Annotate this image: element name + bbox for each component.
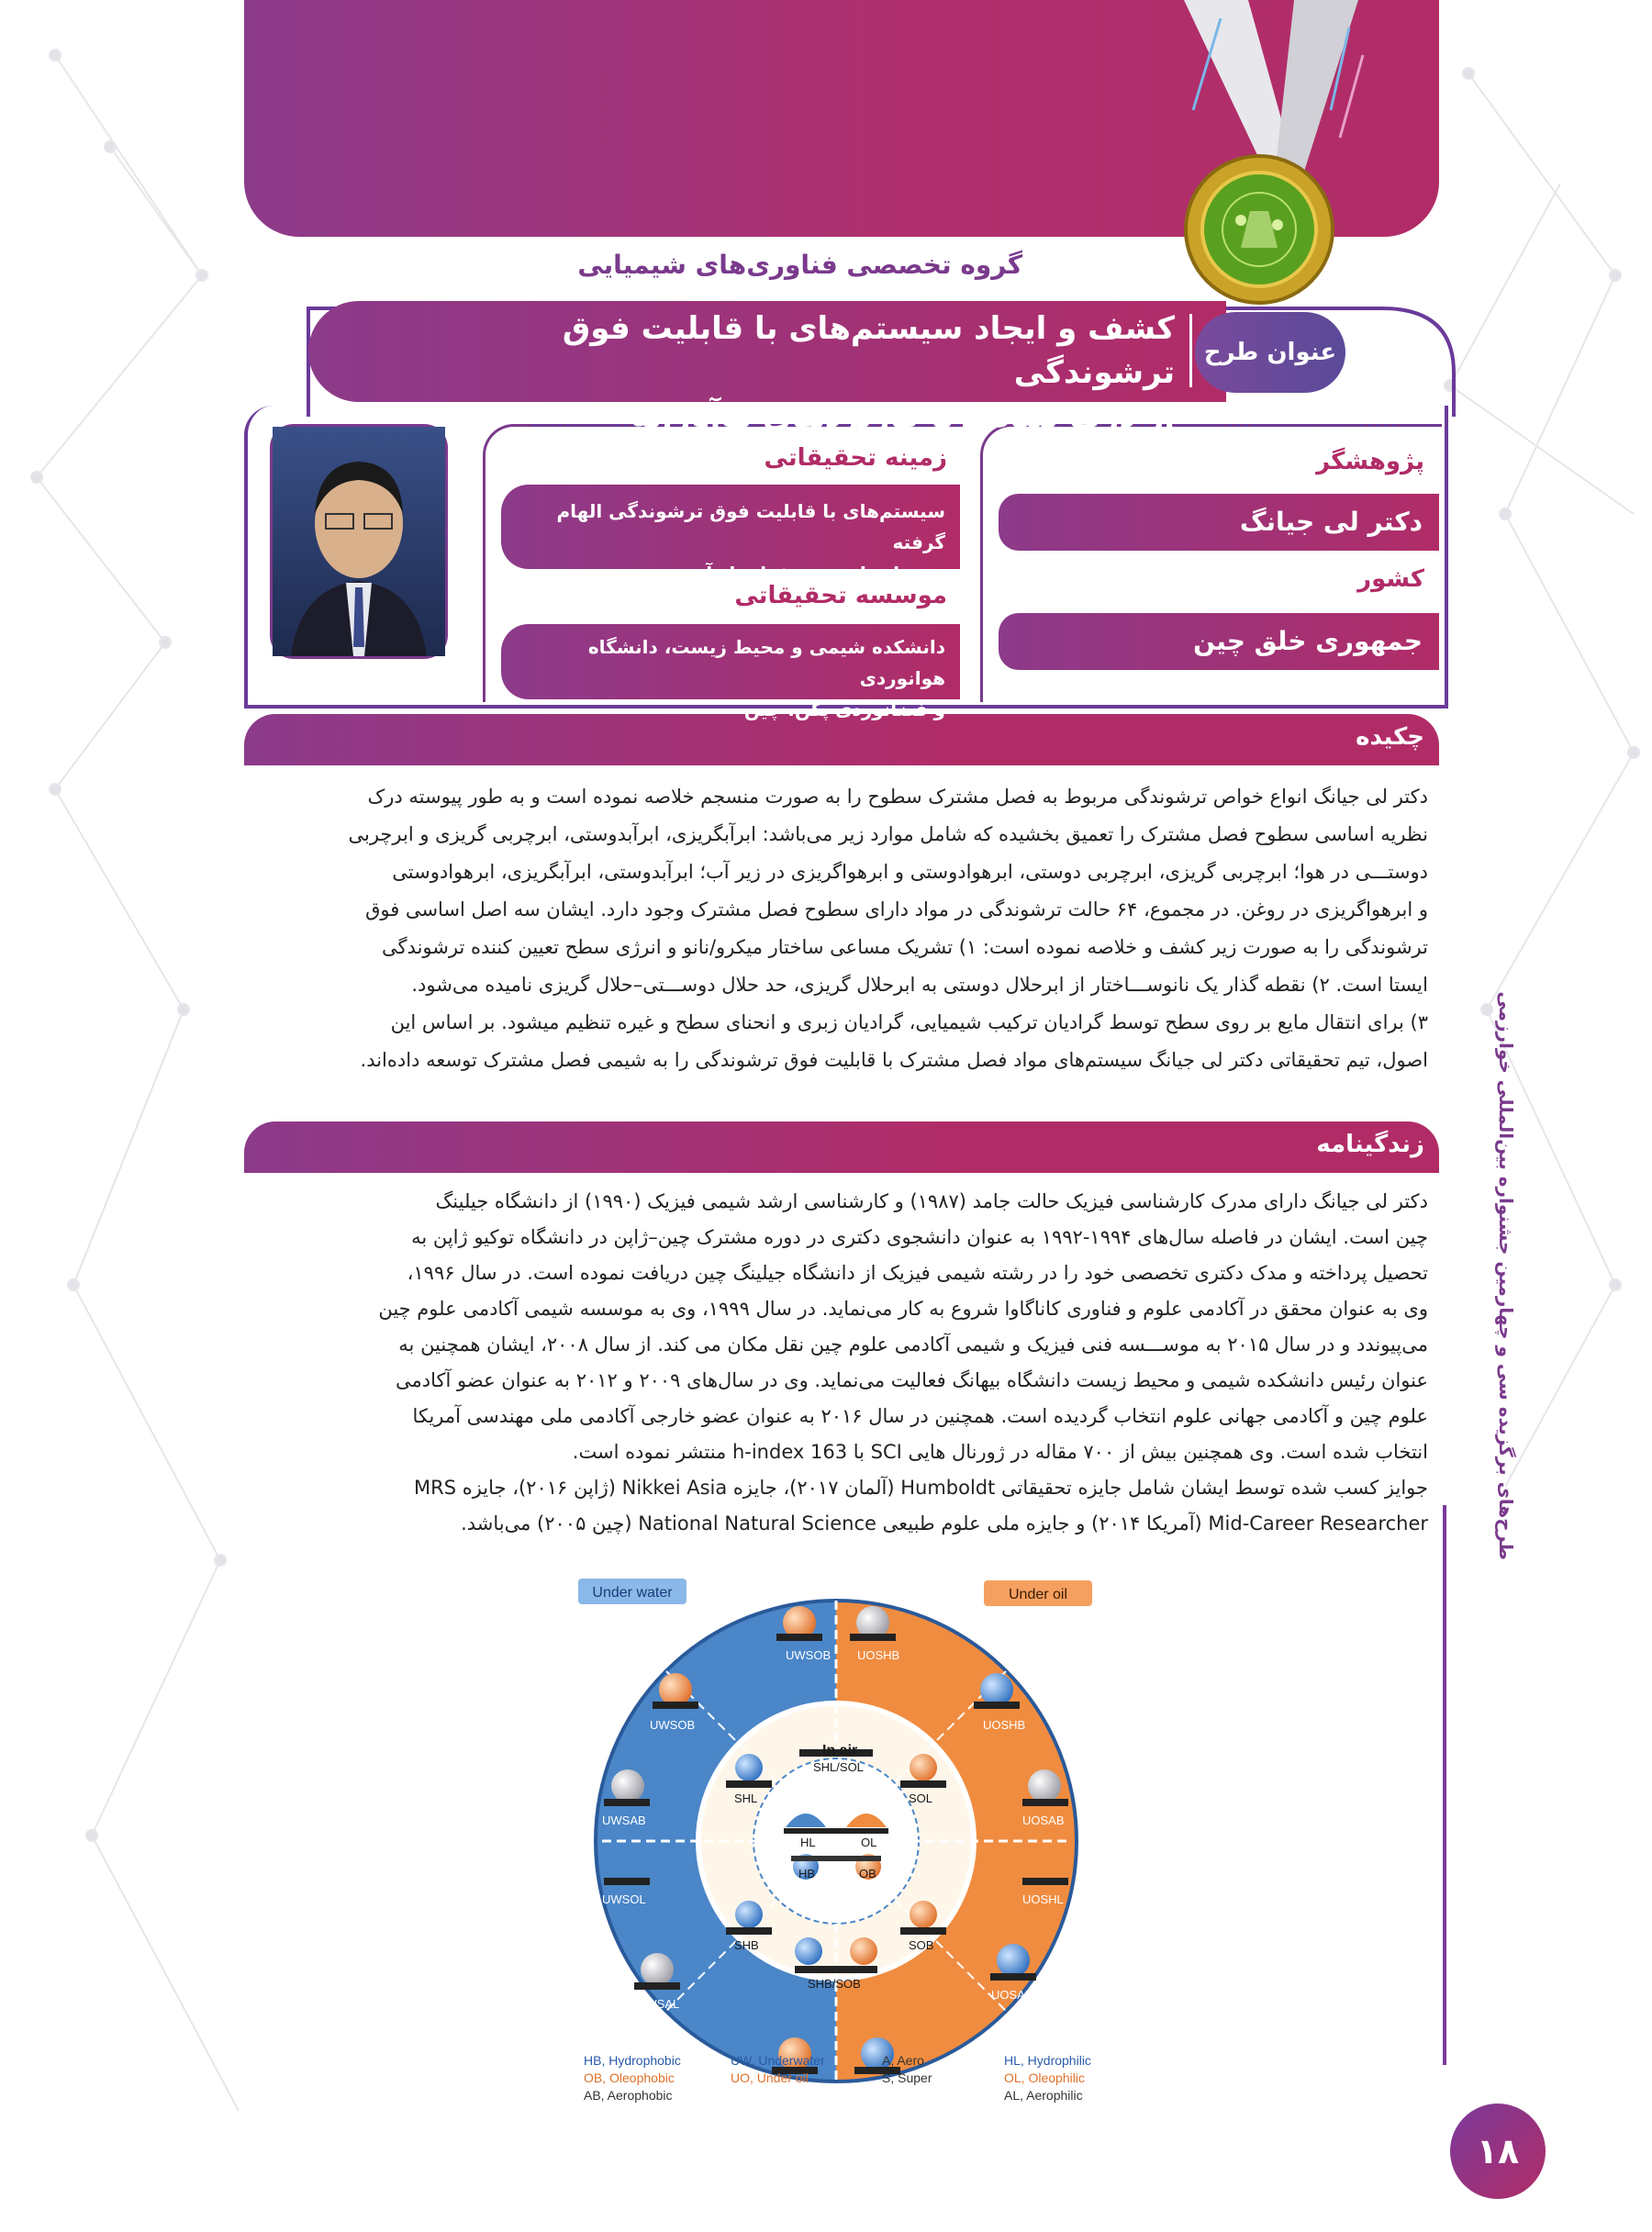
fig-label: OB [859, 1867, 876, 1880]
project-title-line-2: از درک بنیادی تا کاربردهای نوآورانه [631, 398, 1175, 435]
fig-label: SHL [734, 1791, 758, 1805]
fig-label: UWSOL [602, 1892, 646, 1906]
legend-item: HB, Hydrophobic [584, 2053, 681, 2068]
biography-line: Mid-Career Researcher (آمریکا ۲۰۱۴) و جایزه ملی علوم طبیعی National Natural Science (چین ۲۰۰۵) می‌باشد. [461, 1512, 1428, 1534]
fig-label: UWSOB [650, 1718, 696, 1732]
legend-item: AB, Aerophobic [584, 2088, 673, 2103]
project-title-line-1: کشف و ایجاد سیستم‌های با قابلیت فوق ترشوندگی [562, 310, 1175, 391]
legend-item: UO, Under oil [731, 2070, 809, 2085]
fig-label: UWSAB [602, 1814, 646, 1827]
biography-heading-bar [244, 1122, 1439, 1173]
abstract-line: و ابرهواگریزی در روغن. در مجموع، ۶۴ حالت ترشوندگی در مواد دارای سطوح فصل مشترک وجود دارد. ایشان سه اصل اساسی فوق [365, 898, 1428, 921]
fig-label: UOSHB [857, 1648, 900, 1662]
biography-heading: زندگینامه [1316, 1131, 1424, 1158]
side-vertical-text: طرح‌های برگزیده سی و چهارمین جشنواره بین‌المللی خوارزمی [1495, 991, 1517, 1560]
biography-line: تحصیل پرداخته و مدک دکتری تخصصی خود را در رشته شیمی فیزیک از دانشگاه جیلینگ چین دریافت نموده است. در سال ۱۹۹۶، [407, 1262, 1428, 1284]
fig-label: HB [798, 1867, 816, 1880]
biography-line: دکتر لی جیانگ دارای مدرک کارشناسی فیزیک حالت جامد (۱۹۸۷) و کارشناسی ارشد شیمی فیزیک (۱۹۹۰) از دانشگاه جیلینگ [435, 1190, 1428, 1212]
legend-item: OL, Oleophilic [1004, 2070, 1085, 2085]
fig-label: UWSAL [637, 1997, 680, 2011]
project-title [459, 307, 1175, 439]
abstract-body [262, 778, 1428, 1079]
abstract-line: ایستا است. ۲) نقطه گذار یک نانوســـاختار از ابرحلال دوستی به ابرحلال گریزی، حد حلال دوســـتی–حلال گریزی نامیده می‌شود. [411, 974, 1428, 996]
abstract-line: ۳) برای انتقال مایع بر روی سطح توسط گرادیان ترکیب شیمیایی، گرادیان زبری و انحنای سطح و غیره تنظیم میشود. بر اساس این [390, 1011, 1428, 1033]
abstract-line: دوستـــی در هوا؛ ابرچربی گریزی، ابرچربی دوستی، ابرهوادوستی و ابرهواگریزی در زیر آب؛ ابرآبدوستی، ابرآبگریزی، ابرهوادوستی [392, 861, 1428, 883]
research-field-value [505, 496, 945, 589]
project-label: عنوان طرح [1203, 339, 1337, 366]
fig-label: UWSOB [786, 1648, 832, 1662]
institute-line-2: و فضانوردی پکن، چین [743, 698, 945, 720]
figure-legend [565, 2052, 1107, 2107]
researcher-portrait [273, 427, 445, 656]
title-separator [1189, 314, 1192, 387]
biography-body [262, 1184, 1428, 1542]
biography-line: انتخاب شده است. وی همچنین بیش از ۷۰۰ مقاله در ژورنال هایی SCI با h-index 163 منتشر نموده است. [572, 1441, 1428, 1463]
fig-label: UOSAB [1022, 1814, 1065, 1827]
fig-label: UOSHL [1022, 1892, 1064, 1906]
group-title: گروه تخصصی فناوری‌های شیمیایی [577, 250, 1022, 280]
biography-line: وی به عنوان محقق در آکادمی علوم و فناوری کاناگاوا شروع به کار می‌نماید. در سال ۱۹۹۹، وی به موسسه شیمی آکادمی علوم چین [378, 1298, 1428, 1320]
country-label: کشور [1357, 565, 1424, 593]
abstract-line: دکتر لی جیانگ انواع خواص ترشوندگی مربوط به فصل مشترک سطوح را به صورت منسجم خلاصه نموده است و به طور پیوسته درک [367, 786, 1428, 808]
biography-line: می‌پیوندد و در سال ۲۰۱۵ به موســـسه فنی فیزیک و شیمی آکادمی علوم چین نقل مکان می کند. از سال ۲۰۰۸، ایشان همچنین به [398, 1334, 1428, 1356]
page-edge-line [1443, 1505, 1446, 2065]
fig-label: OL [861, 1836, 877, 1849]
fig-label: UOSHB [983, 1718, 1026, 1732]
under-water-label: Under water [592, 1585, 673, 1601]
legend-item: A, Aero [882, 2053, 924, 2068]
fig-label: SHB/SOB [808, 1977, 861, 1991]
gold-medal-emblem [1177, 147, 1342, 312]
biography-line: علوم چین و آکادمی جهانی علوم انتخاب گردیده است. همچنین در سال ۲۰۱۶ به عنوان عضو خارجی آکادمی ملی مهندسی آمریکا [412, 1405, 1428, 1427]
country-value: جمهوری خلق چین [1193, 626, 1423, 656]
institute-value [505, 631, 945, 725]
abstract-line: نظریه اساسی سطوح فصل مشترک را تعمیق بخشیده که شامل موارد زیر می‌باشد: ابرآبگریزی، ابرآبدوستی، ابرچربی گریزی و ابرچربی [348, 823, 1428, 845]
fig-label: UWSOB [775, 2080, 820, 2093]
biography-line: چین است. ایشان در فاصله سال‌های ۱۹۹۴-۱۹۹۲ به عنوان دانشجوی دکتری در دوره مشترک چین–ژاپن در دانشگاه توکیو ژاپن به [411, 1226, 1428, 1248]
legend-item: AL, Aerophilic [1004, 2088, 1083, 2103]
under-oil-label: Under oil [1008, 1587, 1068, 1602]
fig-label: UOSHB [859, 2080, 902, 2093]
legend-item: S, Super [882, 2070, 932, 2085]
biography-line: جوایز کسب شده توسط ایشان شامل جایزه تحقیقاتی Humboldt (آلمان ۲۰۱۷)، جایزه Nikkei Asia (ژاپن ۲۰۱۶)، جایزه MRS [413, 1477, 1428, 1499]
institute-line-1: دانشکده شیمی و محیط زیست، دانشگاه هوانوردی [587, 636, 945, 689]
side-vertical-title [1481, 991, 1518, 2083]
fig-label: SHL/SOL [813, 1760, 864, 1774]
fig-label: UOSAL [991, 1988, 1032, 2002]
center-label: In air [822, 1743, 858, 1758]
wettability-diagram [565, 1575, 1107, 2107]
fig-label: HL [800, 1836, 816, 1849]
researcher-photo [270, 424, 448, 659]
legend-item: UW, Underwater [731, 2053, 825, 2068]
research-field-line-2: شده از طبیعت و فراتر از آن [690, 563, 945, 585]
fig-label: SOB [909, 1938, 934, 1952]
research-field-label: زمینه تحقیقاتی [764, 444, 947, 472]
researcher-name: دکتر لی جیانگ [1239, 507, 1423, 537]
biography-line: عنوان رئیس دانشکده شیمی و محیط زیست دانشگاه بیهانگ فعالیت می‌نماید. وی در سال‌های ۲۰۰۹ و ۲۰۱۲ به عنوان عضو آکادمی [396, 1369, 1428, 1391]
legend-item: OB, Oleophobic [584, 2070, 675, 2085]
abstract-line: اصول، تیم تحقیقاتی دکتر لی جیانگ سیستم‌های مواد فصل مشترک با قابلیت فوق ترشوندگی را به شیمی فصل مشترک توسعه داده‌اند. [360, 1049, 1428, 1071]
research-field-line-1: سیستم‌های با قابلیت فوق ترشوندگی الهام گرفته [556, 500, 945, 553]
page-number-badge: ۱۸ [1450, 2104, 1546, 2199]
fig-label: SOL [909, 1791, 933, 1805]
abstract-heading: چکیده [1356, 723, 1424, 751]
researcher-label: پژوهشگر [1316, 448, 1424, 475]
legend-item: HL, Hydrophilic [1004, 2053, 1091, 2068]
institute-label: موسسه تحقیقاتی [734, 582, 947, 609]
fig-label: SHB [734, 1938, 759, 1952]
abstract-line: ترشوندگی را به صورت زیر کشف و خلاصه نموده است: ۱) تشریک مساعی ساختار میکرو/نانو و انرژی سطح تعیین کننده ترشوندگی [382, 936, 1428, 958]
